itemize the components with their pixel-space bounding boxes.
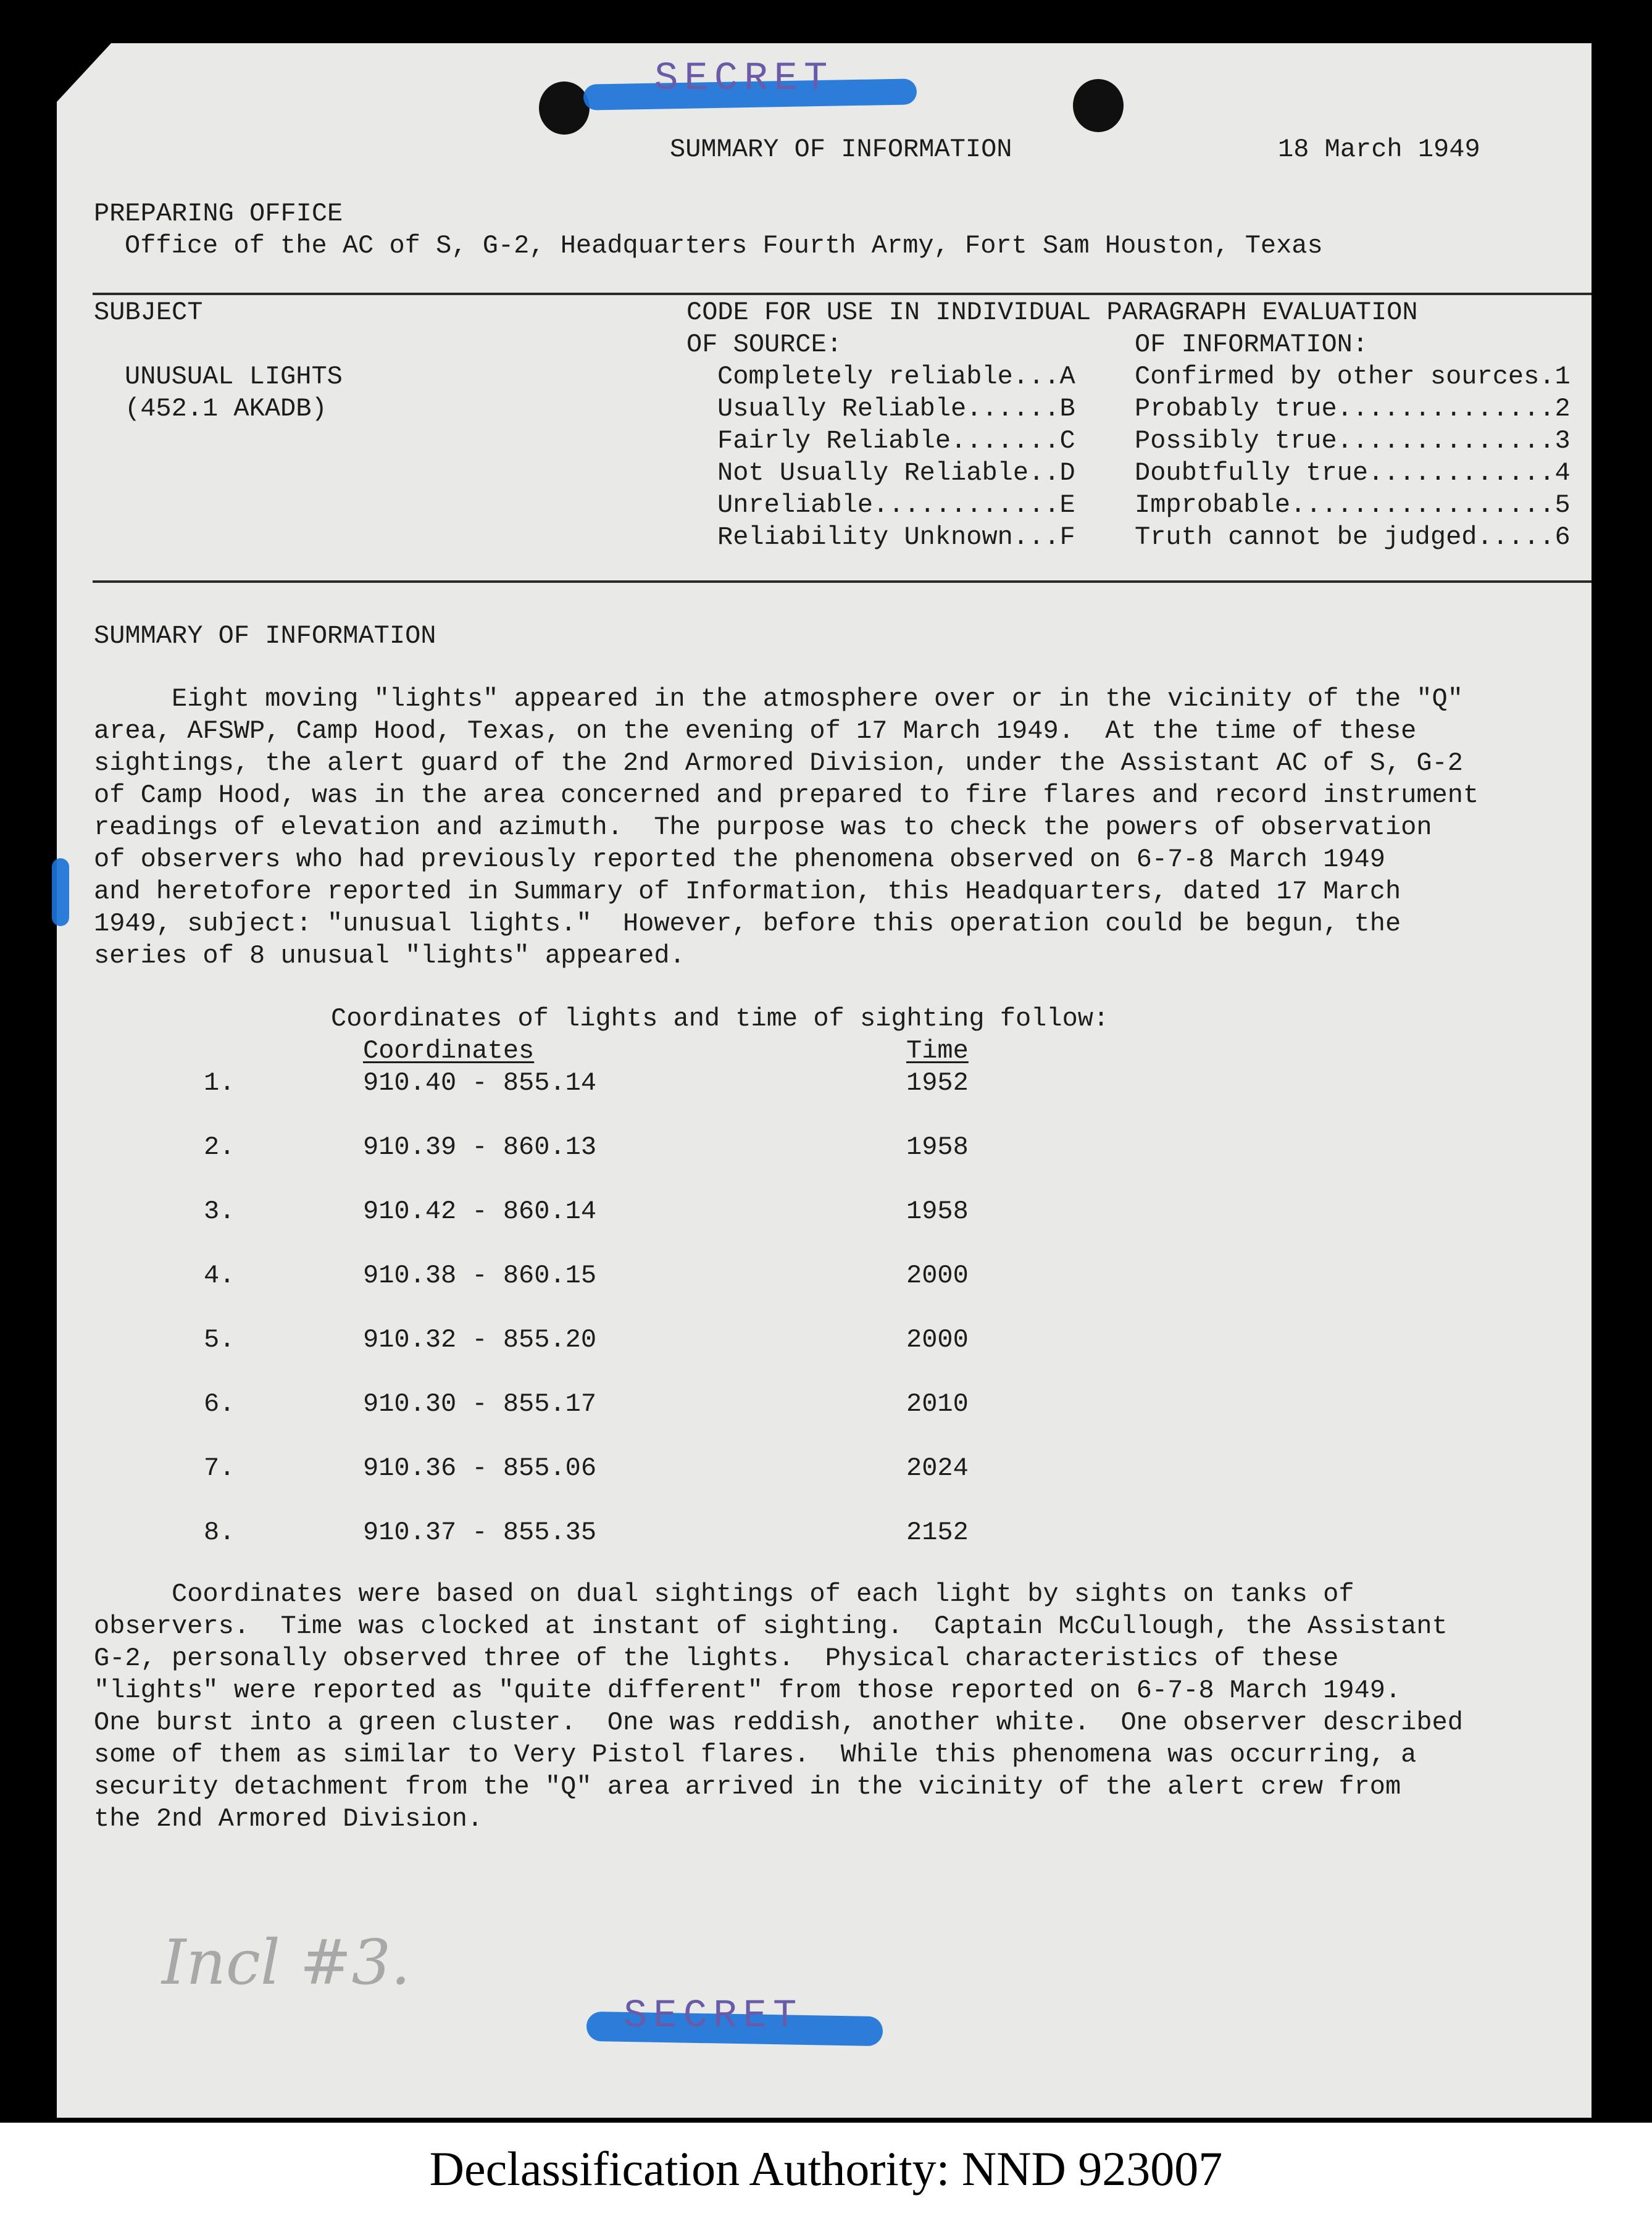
source-code-4: Not Usually Reliable..D [717, 458, 1075, 488]
para1-line3: sightings, the alert guard of the 2nd Armored Division, under the Assistant AC of S, G-2 [94, 748, 1463, 778]
row-coordinates: 910.30 - 855.17 [363, 1389, 597, 1419]
header-title: SUMMARY OF INFORMATION [670, 135, 1012, 164]
row-time: 2000 [906, 1325, 969, 1355]
divider-bottom [93, 580, 1592, 583]
row-coordinates: 910.37 - 855.35 [363, 1518, 597, 1547]
preparing-office-label: PREPARING OFFICE [94, 199, 343, 228]
para2-line3: G-2, personally observed three of the lights. Physical characteristics of these [94, 1644, 1339, 1673]
code-source-heading: OF SOURCE: [686, 330, 843, 359]
declassification-footer: Declassification Authority: NND 923007 [429, 2142, 1223, 2196]
source-code-1: Completely reliable...A [717, 362, 1075, 391]
code-info-heading: OF INFORMATION: [1135, 330, 1369, 359]
row-time: 2000 [906, 1261, 969, 1290]
row-coordinates: 910.42 - 860.14 [363, 1197, 597, 1226]
bottom-secret-stamp: SECRET [624, 1994, 803, 2039]
para2-line5: One burst into a green cluster. One was reddish, another white. One observer described [94, 1708, 1463, 1737]
row-time: 1958 [906, 1197, 969, 1226]
para2-line1: Coordinates were based on dual sightings of each light by sights on tanks of [94, 1579, 1354, 1609]
row-coordinates: 910.40 - 855.14 [363, 1068, 597, 1098]
para2-line6: some of them as similar to Very Pistol flares. While this phenomena was occurring, a [94, 1740, 1417, 1769]
para1-line7: and heretofore reported in Summary of Information, this Headquarters, dated 17 March [94, 877, 1401, 906]
row-coordinates: 910.32 - 855.20 [363, 1325, 597, 1355]
punch-hole-left [539, 81, 590, 135]
row-coordinates: 910.39 - 860.13 [363, 1132, 597, 1162]
para2-line7: security detachment from the "Q" area arrived in the vicinity of the alert crew from [94, 1772, 1401, 1802]
row-time: 1958 [906, 1132, 969, 1162]
row-coordinates: 910.36 - 855.06 [363, 1453, 597, 1483]
row-time: 1952 [906, 1068, 969, 1098]
divider-top [93, 293, 1592, 295]
row-number: 3. [204, 1197, 235, 1226]
row-time: 2010 [906, 1389, 969, 1419]
source-code-3: Fairly Reliable.......C [717, 426, 1075, 456]
source-code-2: Usually Reliable......B [717, 394, 1075, 424]
row-coordinates: 910.38 - 860.15 [363, 1261, 597, 1290]
row-number: 2. [204, 1132, 235, 1162]
row-time: 2152 [906, 1518, 969, 1547]
para1-line5: readings of elevation and azimuth. The purpose was to check the powers of observation [94, 813, 1432, 842]
margin-blue-mark [52, 858, 69, 926]
info-code-1: Confirmed by other sources.1 [1135, 362, 1571, 391]
para1-line9: series of 8 unusual "lights" appeared. [94, 941, 685, 971]
info-code-3: Possibly true..............3 [1135, 426, 1571, 456]
row-number: 6. [204, 1389, 235, 1419]
row-time: 2024 [906, 1453, 969, 1483]
preparing-office-value: Office of the AC of S, G-2, Headquarters Fourth Army, Fort Sam Houston, Texas [125, 231, 1323, 261]
info-code-4: Doubtfully true............4 [1135, 458, 1571, 488]
para2-line2: observers. Time was clocked at instant of sighting. Captain McCullough, the Assistant [94, 1611, 1448, 1641]
row-number: 5. [204, 1325, 235, 1355]
info-code-5: Improbable.................5 [1135, 490, 1571, 520]
top-secret-stamp: SECRET [654, 57, 834, 101]
para1-line8: 1949, subject: "unusual lights." However, before this operation could be begun, the [94, 909, 1401, 938]
source-code-6: Reliability Unknown...F [717, 522, 1075, 552]
subject-line2: (452.1 AKADB) [125, 394, 327, 424]
info-code-6: Truth cannot be judged.....6 [1135, 522, 1571, 552]
info-code-2: Probably true..............2 [1135, 394, 1571, 424]
para1-line1: Eight moving "lights" appeared in the atmosphere over or in the vicinity of the "Q" [94, 684, 1463, 714]
code-heading: CODE FOR USE IN INDIVIDUAL PARAGRAPH EVALUATION [686, 298, 1418, 327]
header-date: 18 March 1949 [1278, 135, 1480, 164]
row-number: 1. [204, 1068, 235, 1098]
para2-line8: the 2nd Armored Division. [94, 1804, 483, 1834]
para1-line6: of observers who had previously reported the phenomena observed on 6-7-8 March 1949 [94, 845, 1385, 874]
row-number: 7. [204, 1453, 235, 1483]
table-header-time: Time [906, 1036, 969, 1066]
subject-label: SUBJECT [94, 298, 203, 327]
para2-line4: "lights" were reported as "quite different" from those reported on 6-7-8 March 1949. [94, 1676, 1401, 1705]
para1-line4: of Camp Hood, was in the area concerned and prepared to fire flares and record instrument [94, 780, 1479, 810]
punch-hole-right [1073, 79, 1124, 132]
handwritten-enclosure-note: Incl #3. [162, 1926, 411, 1999]
table-header-coordinates: Coordinates [363, 1036, 535, 1066]
row-number: 8. [204, 1518, 235, 1547]
summary-heading: SUMMARY OF INFORMATION [94, 621, 436, 651]
source-code-5: Unreliable............E [717, 490, 1075, 520]
para1-line2: area, AFSWP, Camp Hood, Texas, on the evening of 17 March 1949. At the time of these [94, 716, 1417, 746]
row-number: 4. [204, 1261, 235, 1290]
table-intro: Coordinates of lights and time of sighting follow: [331, 1004, 1109, 1034]
subject-line1: UNUSUAL LIGHTS [125, 362, 343, 391]
